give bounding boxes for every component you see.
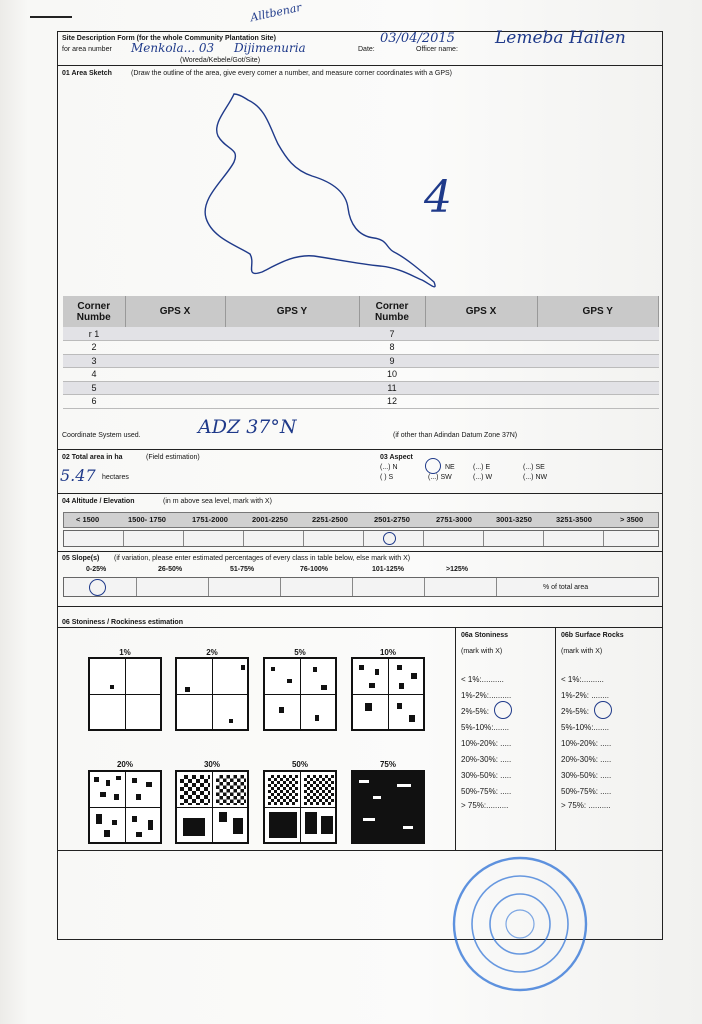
surface-rocks-option[interactable]: 10%-20%: ..... xyxy=(561,739,612,748)
col-corner-number: Corner Numbe xyxy=(63,296,125,327)
surface-rocks-option[interactable]: 30%-50%: ..... xyxy=(561,771,612,780)
area-sub: (Field estimation) xyxy=(146,454,200,461)
gps-cell[interactable] xyxy=(537,395,659,409)
corner-cell: 6 xyxy=(63,395,125,409)
gps-cell[interactable] xyxy=(537,381,659,395)
aspect-s[interactable]: ( ) S xyxy=(380,474,394,481)
divider xyxy=(455,627,456,850)
stoniness-pattern xyxy=(175,770,249,844)
divider xyxy=(57,606,663,607)
table-row xyxy=(63,354,659,368)
aspect-heading: 03 Aspect xyxy=(380,454,413,461)
officer-handwriting: Lemeba Hailen xyxy=(495,28,626,48)
altitude-selected-mark xyxy=(383,532,396,545)
altitude-class: 1751-2000 xyxy=(192,515,228,524)
date-label: Date: xyxy=(358,46,375,53)
surface-rocks-option[interactable]: 1%-2%: ........ xyxy=(561,691,610,700)
official-stamp xyxy=(450,852,590,997)
aspect-se[interactable]: (...) SE xyxy=(523,464,545,471)
slope-total-label: % of total area xyxy=(543,584,589,591)
aspect-w[interactable]: (...) W xyxy=(473,474,493,481)
stoniness-option[interactable]: 30%-50%: ..... xyxy=(461,771,512,780)
top-handwriting: Alltbenar xyxy=(249,0,303,25)
stoniness-pattern xyxy=(263,657,337,731)
surface-rocks-option[interactable]: < 1%:.......... xyxy=(561,675,604,684)
aspect-e[interactable]: (...) E xyxy=(473,464,491,471)
sketch-heading: 01 Area Sketch xyxy=(62,70,112,77)
corner-cell: 2 xyxy=(63,341,125,355)
stoniness-heading: 06 Stoniness / Rockiness estimation xyxy=(62,619,183,626)
divider xyxy=(57,551,663,552)
slope-sub: (if variation, please enter estimated percentages of every class in table below, else mark with X) xyxy=(114,555,411,562)
gps-cell[interactable] xyxy=(425,341,537,355)
altitude-class: 2751-3000 xyxy=(436,515,472,524)
gps-table xyxy=(63,296,659,409)
gps-cell[interactable] xyxy=(225,381,359,395)
altitude-class: 3251-3500 xyxy=(556,515,592,524)
altitude-class: 2251-2500 xyxy=(312,515,348,524)
gps-cell[interactable] xyxy=(537,354,659,368)
aspect-n[interactable]: (...) N xyxy=(380,464,398,471)
area-number-sublabel: (Woreda/Kebele/Got/Site) xyxy=(180,57,261,64)
gps-cell[interactable] xyxy=(225,327,359,341)
area-handwriting: 5.47 xyxy=(60,466,96,485)
surface-rocks-option[interactable]: 50%-75%: ..... xyxy=(561,787,612,796)
gps-cell[interactable] xyxy=(425,368,537,382)
north-arrow-handwriting: 4 xyxy=(424,172,452,223)
altitude-class: 2001-2250 xyxy=(252,515,288,524)
stoniness-selected-mark xyxy=(494,701,512,719)
gps-cell[interactable] xyxy=(125,327,225,341)
corner-cell: 11 xyxy=(359,381,425,395)
area-number-handwriting-2: Dijimenuria xyxy=(234,41,306,55)
gps-cell[interactable] xyxy=(425,327,537,341)
pattern-label: 10% xyxy=(379,648,396,657)
stoniness-pattern xyxy=(88,657,162,731)
altitude-class-band xyxy=(63,512,659,528)
gps-cell[interactable] xyxy=(225,395,359,409)
stoniness-pattern xyxy=(263,770,337,844)
area-number-label: for area number xyxy=(62,46,112,53)
stoniness-pattern xyxy=(88,770,162,844)
corner-cell: 3 xyxy=(63,354,125,368)
stoniness-option[interactable]: 10%-20%: ..... xyxy=(461,739,512,748)
altitude-class: 3001-3250 xyxy=(496,515,532,524)
slope-class: 51-75% xyxy=(230,566,255,573)
slope-class: >125% xyxy=(446,566,468,573)
slope-class: 0-25% xyxy=(86,566,107,573)
stoniness-option[interactable]: > 75%:.......... xyxy=(461,801,509,810)
stoniness-col-a-heading: 06a Stoniness xyxy=(461,632,509,639)
gps-cell[interactable] xyxy=(125,395,225,409)
stoniness-option[interactable]: 50%-75%: ..... xyxy=(461,787,512,796)
col-gps-x-2: GPS X xyxy=(425,296,537,327)
corner-cell: 7 xyxy=(359,327,425,341)
date-handwriting: 03/04/2015 xyxy=(380,31,455,46)
slope-class: 26-50% xyxy=(158,566,183,573)
gps-cell[interactable] xyxy=(537,341,659,355)
sketch-instruction: (Draw the outline of the area, give every corner a number, and measure corner coordinates with a GPS) xyxy=(131,70,452,77)
corner-cell: 4 xyxy=(63,368,125,382)
table-row xyxy=(63,341,659,355)
surface-rocks-option[interactable]: 2%-5%: xyxy=(561,707,590,716)
stoniness-option[interactable]: 5%-10%:....... xyxy=(461,723,510,732)
officer-label: Officer name: xyxy=(416,46,458,53)
corner-cell: 5 xyxy=(63,381,125,395)
stoniness-option[interactable]: 20%-30%: ..... xyxy=(461,755,512,764)
gps-cell[interactable] xyxy=(425,395,537,409)
altitude-mark-row[interactable] xyxy=(63,530,659,547)
slope-heading: 05 Slope(s) xyxy=(62,555,100,562)
gps-cell[interactable] xyxy=(125,381,225,395)
gps-cell[interactable] xyxy=(225,368,359,382)
slope-class: 101-125% xyxy=(372,566,404,573)
stoniness-col-a-sub: (mark with X) xyxy=(461,648,503,655)
surface-rocks-option[interactable]: 5%-10%:....... xyxy=(561,723,610,732)
gps-cell[interactable] xyxy=(537,368,659,382)
pattern-label: 5% xyxy=(294,648,306,657)
aspect-sw[interactable]: (...) SW xyxy=(428,474,452,481)
stoniness-option[interactable]: < 1%:.......... xyxy=(461,675,504,684)
table-row xyxy=(63,327,659,341)
pattern-label: 2% xyxy=(206,648,218,657)
altitude-heading: 04 Altitude / Elevation xyxy=(62,498,135,505)
corner-cell: 12 xyxy=(359,395,425,409)
aspect-selected-mark xyxy=(425,458,441,474)
corner-cell: r 1 xyxy=(63,327,125,341)
aspect-nw[interactable]: (...) NW xyxy=(523,474,548,481)
stoniness-option[interactable]: 1%-2%:.......... xyxy=(461,691,512,700)
coordinate-handwriting: ADZ 37°N xyxy=(198,416,297,438)
gps-cell[interactable] xyxy=(425,381,537,395)
coordinate-note: (if other than Adindan Datum Zone 37N) xyxy=(393,432,518,439)
table-row xyxy=(63,395,659,409)
corner-pen-mark xyxy=(30,16,72,18)
coordinate-label: Coordinate System used. xyxy=(62,432,141,439)
altitude-class: > 3500 xyxy=(620,515,644,524)
divider xyxy=(57,449,663,450)
gps-cell[interactable] xyxy=(125,354,225,368)
gps-cell[interactable] xyxy=(225,341,359,355)
gps-cell[interactable] xyxy=(225,354,359,368)
surface-rocks-option[interactable]: > 75%: .......... xyxy=(561,801,611,810)
area-heading: 02 Total area in ha xyxy=(62,454,123,461)
pattern-label: 50% xyxy=(291,760,308,769)
header-divider xyxy=(57,65,663,66)
gps-cell[interactable] xyxy=(125,341,225,355)
surface-rocks-selected-mark xyxy=(594,701,612,719)
corner-cell: 9 xyxy=(359,354,425,368)
col-corner-number-2: Corner Numbe xyxy=(359,296,425,327)
area-number-handwriting: Menkola... 03 xyxy=(131,41,215,55)
divider xyxy=(57,493,663,494)
surface-rocks-option[interactable]: 20%-30%: ..... xyxy=(561,755,612,764)
gps-cell[interactable] xyxy=(125,368,225,382)
stoniness-pattern xyxy=(175,657,249,731)
slope-selected-mark xyxy=(89,579,106,596)
altitude-class: 1500- 1750 xyxy=(128,515,166,524)
col-gps-y: GPS Y xyxy=(225,296,359,327)
altitude-sub: (in m above sea level, mark with X) xyxy=(163,498,272,505)
pattern-label: 75% xyxy=(379,760,396,769)
form-title: Site Description Form (for the whole Community Plantation Site) xyxy=(62,35,276,42)
col-gps-x: GPS X xyxy=(125,296,225,327)
table-row xyxy=(63,368,659,382)
area-unit: hectares xyxy=(102,474,129,481)
surface-rocks-heading: 06b Surface Rocks xyxy=(561,632,624,639)
pattern-label: 20% xyxy=(116,760,133,769)
slope-class: 76-100% xyxy=(300,566,329,573)
pattern-label: 1% xyxy=(119,648,131,657)
stoniness-option[interactable]: 2%-5%: xyxy=(461,707,490,716)
altitude-class: < 1500 xyxy=(76,515,100,524)
divider xyxy=(57,627,663,628)
gps-cell[interactable] xyxy=(537,327,659,341)
altitude-class: 2501-2750 xyxy=(374,515,410,524)
divider xyxy=(57,850,663,851)
corner-cell: 8 xyxy=(359,341,425,355)
pattern-label: 30% xyxy=(203,760,220,769)
stoniness-pattern xyxy=(351,770,425,844)
col-gps-y-2: GPS Y xyxy=(537,296,659,327)
divider xyxy=(555,627,556,850)
aspect-ne[interactable]: NE xyxy=(445,464,455,471)
area-sketch-drawing xyxy=(190,88,450,298)
stoniness-pattern xyxy=(351,657,425,731)
surface-rocks-sub: (mark with X) xyxy=(561,648,603,655)
gps-cell[interactable] xyxy=(425,354,537,368)
corner-cell: 10 xyxy=(359,368,425,382)
table-row xyxy=(63,381,659,395)
